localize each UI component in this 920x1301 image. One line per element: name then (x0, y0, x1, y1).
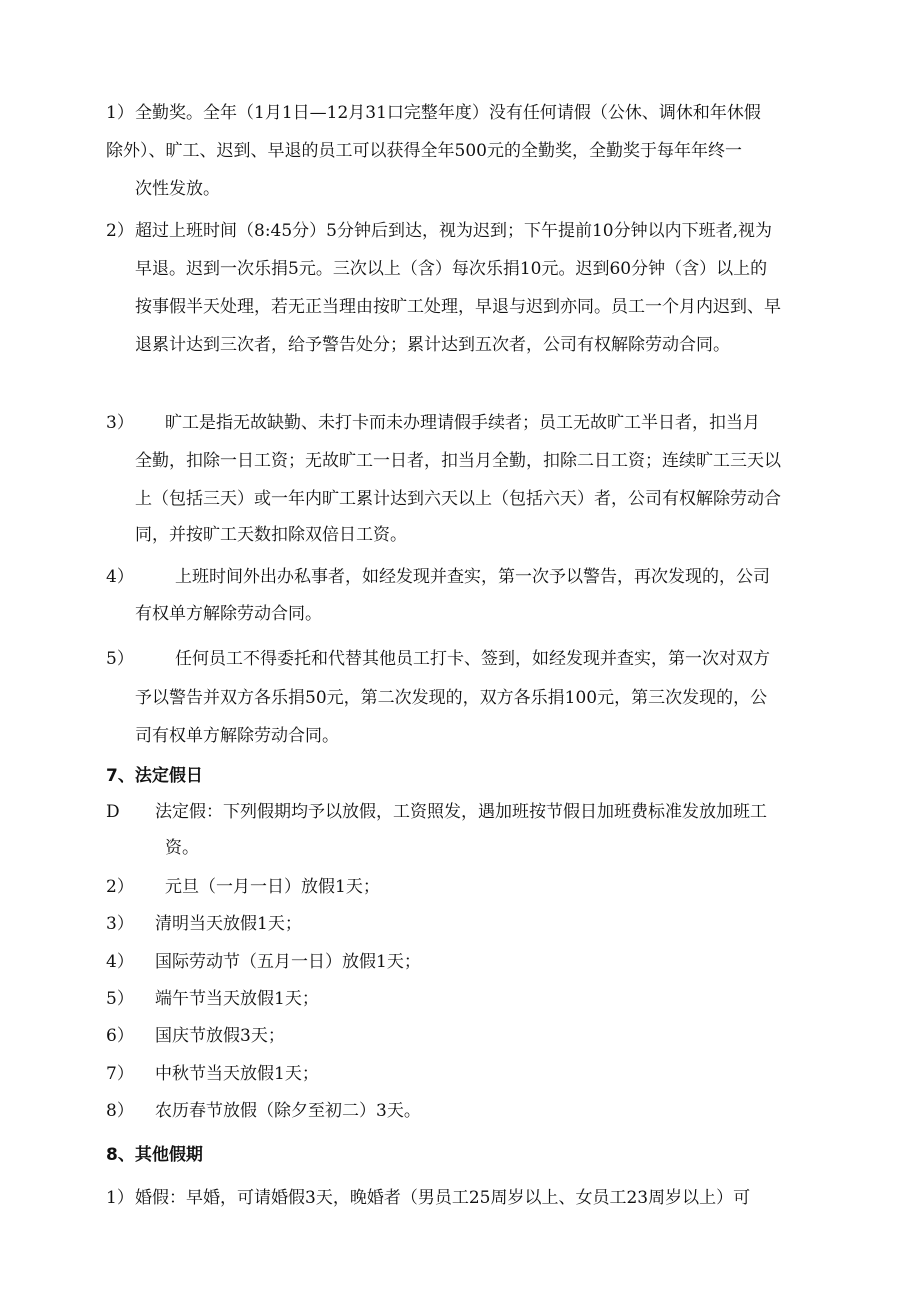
paragraph-line: 资。 (165, 838, 199, 858)
item-number: 3） (106, 413, 134, 433)
paragraph-line: 全勤奖。全年（1月1日—12月31口完整年度）没有任何请假（公休、调休和年休假 (135, 103, 761, 123)
paragraph-line: 早退。迟到一次乐捐5元。三次以上（含）每次乐捐10元。迟到60分钟（含）以上的 (135, 259, 768, 279)
holiday-text: 国庆节放假3天； (155, 1026, 285, 1046)
paragraph-line: 司有权单方解除劳动合同。 (135, 726, 339, 746)
holiday-text: 端午节当天放假1天； (155, 989, 319, 1009)
section-heading-7: 7、法定假日 (106, 766, 203, 786)
item-number: D (106, 802, 120, 822)
item-number: 1） (106, 103, 134, 123)
paragraph-line: 同，并按旷工天数扣除双倍日工资。 (135, 525, 407, 545)
item-number: 2） (106, 877, 134, 897)
paragraph-line: 有权单方解除劳动合同。 (135, 604, 322, 624)
item-number: 6） (106, 1026, 134, 1046)
item-number: 8） (106, 1101, 134, 1121)
paragraph-line: 旷工是指无故缺勤、未打卡而未办理请假手续者；员工无故旷工半日者，扣当月 (165, 413, 760, 433)
item-number: 5） (106, 649, 134, 669)
holiday-text: 清明当天放假1天； (155, 914, 302, 934)
holiday-text: 国际劳动节（五月一日）放假1天； (155, 952, 421, 972)
paragraph-line: 上（包括三天）或一年内旷工累计达到六天以上（包括六天）者，公司有权解除劳动合 (135, 489, 781, 509)
item-number: 4） (106, 567, 134, 587)
paragraph-line: 任何员工不得委托和代替其他员工打卡、签到，如经发现并查实，第一次对双方 (175, 649, 770, 669)
holiday-text: 元旦（一月一日）放假1天； (165, 877, 380, 897)
paragraph-line: 婚假：早婚，可请婚假3天，晚婚者（男员工25周岁以上、女员工23周岁以上）可 (135, 1188, 751, 1208)
item-number: 4） (106, 952, 134, 972)
item-number: 7） (106, 1064, 134, 1084)
item-number: 2） (106, 221, 134, 241)
paragraph-line: 除外）、旷工、迟到、早退的员工可以获得全年500元的全勤奖，全勤奖于每年年终一 (106, 141, 742, 161)
section-heading-8: 8、其他假期 (106, 1145, 203, 1165)
paragraph-line: 超过上班时间（8:45分）5分钟后到达，视为迟到；下午提前10分钟以内下班者,视为 (135, 221, 773, 241)
holiday-text: 农历春节放假（除夕至初二）3天。 (155, 1101, 421, 1121)
paragraph-line: 次性发放。 (135, 179, 220, 199)
item-number: 3） (106, 914, 134, 934)
paragraph-line: 全勤，扣除一日工资；无故旷工一日者，扣当月全勤，扣除二日工资；连续旷工三天以 (135, 451, 781, 471)
paragraph-line: 上班时间外出办私事者，如经发现并查实，第一次予以警告，再次发现的，公司 (175, 567, 770, 587)
paragraph-line: 法定假：下列假期均予以放假，工资照发，遇加班按节假日加班费标准发放加班工 (155, 802, 767, 822)
holiday-text: 中秋节当天放假1天； (155, 1064, 319, 1084)
paragraph-line: 按事假半天处理，若无正当理由按旷工处理，早退与迟到亦同。员工一个月内迟到、早 (135, 297, 781, 317)
paragraph-line: 退累计达到三次者，给予警告处分；累计达到五次者，公司有权解除劳动合同。 (135, 335, 730, 355)
item-number: 5） (106, 989, 134, 1009)
paragraph-line: 予以警告并双方各乐捐50元，第二次发现的，双方各乐捐100元，第三次发现的，公 (135, 688, 768, 708)
item-number: 1） (106, 1188, 134, 1208)
